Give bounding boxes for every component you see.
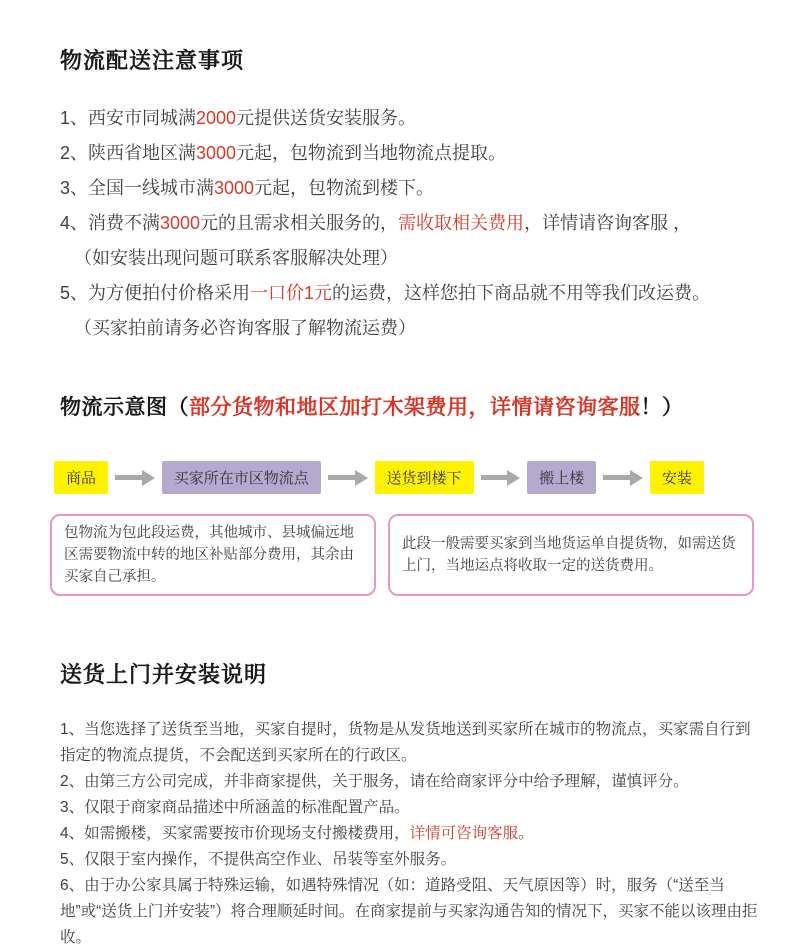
highlight-fee-warning: 需收取相关费用 (398, 213, 525, 233)
text-segment: 5、仅限于室内操作，不提供高空作业、吊装等室外服务。 (60, 851, 457, 868)
text-segment: 3、全国一线城市满 (60, 178, 215, 198)
text-segment: 2、陕西省地区满 (60, 143, 197, 163)
text-segment: （如安装出现问题可联系客服解决处理） (74, 248, 398, 268)
install-item-2 (60, 769, 759, 795)
notice-item-5-note (60, 311, 759, 346)
text-segment: 元起，包物流到楼下。 (254, 178, 435, 198)
flow-step-carry-upstairs: 搬上楼 (527, 461, 596, 494)
text-segment: 1、当您选择了送货至当地，买家自提时，货物是从发货地送到买家所在城市的物流点，买家需自行到指定的物流点提货，不会配送到买家所在的行政区。 (60, 721, 751, 764)
arrow-right-icon (603, 470, 643, 486)
text-segment: 5、为方便拍付价格采用 (60, 283, 251, 303)
arrow-right-icon (328, 470, 368, 486)
diagram-title-black-2: ！） (640, 396, 684, 419)
highlight-price: 一口价1元 (250, 283, 333, 303)
note-box-left (50, 514, 376, 596)
flow-step-city-logistics-point: 买家所在市区物流点 (162, 461, 321, 494)
text-segment: 4、如需搬楼，买家需要按市价现场支付搬楼费用， (60, 825, 410, 842)
text-segment: 2、由第三方公司完成，并非商家提供，关于服务，请在给商家评分中给予理解，谨慎评分。 (60, 773, 689, 790)
notice-item-5 (60, 276, 759, 311)
install-item-4 (60, 821, 759, 847)
diagram-section-title (60, 391, 759, 421)
diagram-notes (50, 514, 759, 596)
highlight-amount: 3000 (160, 213, 201, 233)
arrow-shaft (115, 475, 142, 480)
notice-item-1 (60, 101, 759, 136)
text-segment: 元的且需求相关服务的， (200, 213, 399, 233)
arrow-shaft (481, 475, 508, 480)
install-item-1 (60, 717, 759, 769)
install-item-3 (60, 795, 759, 821)
install-item-6 (60, 873, 759, 951)
text-segment: 。 (518, 825, 534, 842)
notice-section-title: 物流配送注意事项 (60, 48, 245, 73)
highlight-amount: 3000 (214, 178, 255, 198)
note-right-text: 此段一般需要买家到当地货运单自提货物，如需送货上门，当地运点将收取一定的送货费用。 (402, 536, 736, 574)
highlight-amount: 3000 (196, 143, 237, 163)
text-segment: 4、消费不满 (60, 213, 161, 233)
arrow-head (507, 470, 520, 486)
highlight-contact-service: 详情可咨询客服 (409, 825, 519, 842)
flow-step-product: 商品 (54, 461, 108, 494)
arrow-shaft (603, 475, 630, 480)
text-segment: 的运费，这样您拍下商品就不用等我们改运费。 (332, 283, 711, 303)
arrow-head (630, 470, 643, 486)
arrow-right-icon (115, 470, 155, 486)
install-list (60, 717, 759, 951)
flow-step-deliver-downstairs: 送货到楼下 (375, 461, 474, 494)
diagram-title-red-warning: 部分货物和地区加打木架费用，详情请咨询客服 (189, 396, 641, 419)
text-segment: ，详情请咨询客服 ， (524, 213, 692, 233)
arrow-head (142, 470, 155, 486)
notice-item-4-note (60, 241, 759, 276)
install-item-5 (60, 847, 759, 873)
logistics-flow-diagram (54, 461, 704, 494)
note-box-right (388, 514, 754, 596)
arrow-right-icon (481, 470, 521, 486)
notice-item-4 (60, 206, 759, 241)
install-section-title: 送货上门并安装说明 (60, 662, 268, 687)
highlight-amount: 2000 (196, 108, 237, 128)
text-segment: 1、西安市同城满 (60, 108, 197, 128)
text-segment: 6、由于办公家具属于特殊运输，如遇特殊情况（如：道路受阻、天气原因等）时，服务（“送至当地”或“送货上门并安装”）将合理顺延时间。在商家提前与买家沟通告知的情况下，买家不能以该理由拒收。 (60, 877, 758, 946)
notice-list (60, 101, 759, 346)
notice-item-2 (60, 136, 759, 171)
note-left-text: 包物流为包此段运费，其他城市、县城偏远地区需要物流中转的地区补贴部分费用，其余由买家自己承担。 (64, 525, 354, 585)
text-segment: 3、仅限于商家商品描述中所涵盖的标准配置产品。 (60, 799, 410, 816)
notice-item-3 (60, 171, 759, 206)
arrow-shaft (328, 475, 355, 480)
text-segment: 元提供送货安装服务。 (236, 108, 417, 128)
diagram-title-black-1: 物流示意图（ (60, 396, 189, 419)
arrow-head (355, 470, 368, 486)
flow-step-install: 安装 (650, 461, 704, 494)
text-segment: 元起，包物流到当地物流点提取。 (236, 143, 507, 163)
text-segment: （买家拍前请务必咨询客服了解物流运费） (74, 318, 416, 338)
